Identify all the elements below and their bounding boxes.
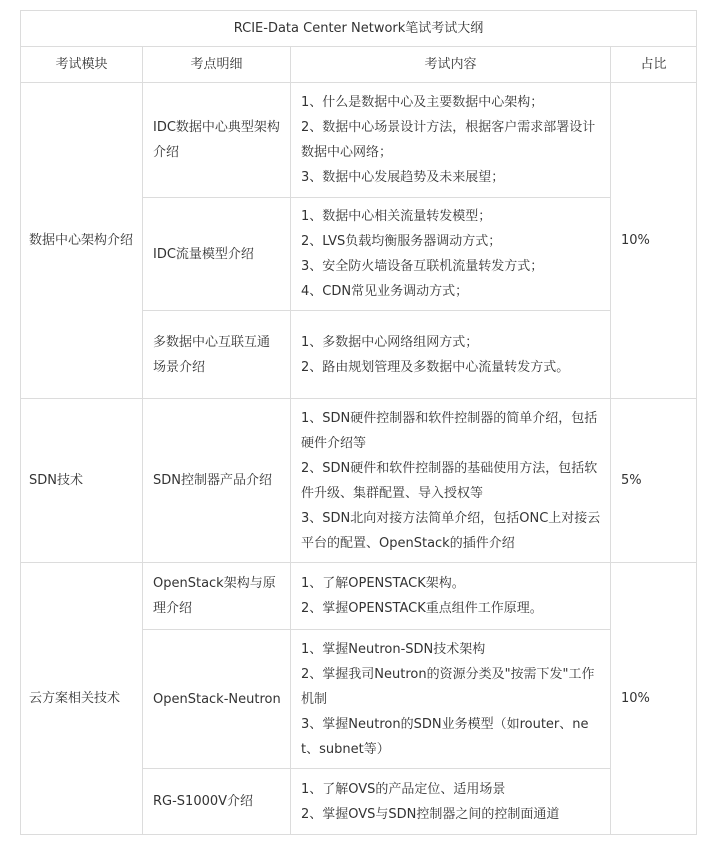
header-module: 考试模块	[21, 47, 143, 83]
content-line: 3、SDN北向对接方法简单介绍，包括ONC上对接云平台的配置、OpenStack的插件介绍	[301, 510, 601, 551]
table-row	[21, 563, 697, 630]
header-content: 考试内容	[291, 47, 611, 83]
header-point: 考点明细	[143, 47, 291, 83]
content-line: 1、多数据中心网络组网方式；	[301, 334, 479, 350]
syllabus-table	[20, 10, 697, 835]
content-line: 1、什么是数据中心及主要数据中心架构；	[301, 95, 544, 110]
content-line: 3、数据中心发展趋势及未来展望；	[301, 170, 505, 185]
ratio-cell: 10%	[611, 83, 697, 399]
content-line: 1、了解OPENSTACK架构。	[301, 576, 465, 591]
content-line: 2、掌握OPENSTACK重点组件工作原理。	[301, 601, 543, 616]
content-cell	[291, 311, 611, 399]
syllabus-container	[20, 10, 696, 835]
module-cell: 云方案相关技术	[21, 563, 143, 835]
point-cell: 多数据中心互联互通场景介绍	[143, 311, 291, 399]
table-row	[21, 399, 697, 563]
content-line: 2、数据中心场景设计方法，根据客户需求部署设计数据中心网络；	[301, 120, 596, 160]
content-line: 3、安全防火墙设备互联机流量转发方式；	[301, 259, 544, 274]
content-line: 1、数据中心相关流量转发模型；	[301, 209, 492, 224]
header-ratio: 占比	[611, 47, 697, 83]
module-cell: SDN技术	[21, 399, 143, 563]
content-line: 1、掌握Neutron-SDN技术架构	[301, 641, 486, 657]
content-line: 1、SDN硬件控制器和软件控制器的简单介绍，包括硬件介绍等	[301, 410, 598, 451]
point-cell: OpenStack-Neutron	[143, 630, 291, 769]
point-cell: RG-S1000V介绍	[143, 769, 291, 835]
point-cell: IDC数据中心典型架构介绍	[143, 83, 291, 198]
point-cell: SDN控制器产品介绍	[143, 399, 291, 563]
title-row	[21, 11, 697, 47]
ratio-cell: 10%	[611, 563, 697, 835]
content-cell	[291, 399, 611, 563]
table-row	[21, 83, 697, 198]
content-line: 2、掌握我司Neutron的资源分类及"按需下发"工作机制	[301, 666, 595, 707]
content-line: 2、SDN硬件和软件控制器的基础使用方法，包括软件升级、集群配置、导入授权等	[301, 460, 598, 501]
content-cell	[291, 563, 611, 630]
content-cell	[291, 83, 611, 198]
content-line: 2、LVS负载均衡服务器调动方式；	[301, 234, 502, 249]
content-cell	[291, 198, 611, 311]
content-line: 3、掌握Neutron的SDN业务模型（如router、net、subnet等）	[301, 716, 589, 757]
content-line: 4、CDN常见业务调动方式；	[301, 284, 469, 299]
header-row	[21, 47, 697, 83]
point-cell: IDC流量模型介绍	[143, 198, 291, 311]
table-title: RCIE-Data Center Network笔试考试大纲	[21, 11, 697, 47]
ratio-cell: 5%	[611, 399, 697, 563]
content-line: 1、了解OVS的产品定位、适用场景	[301, 781, 506, 797]
content-line: 2、掌握OVS与SDN控制器之间的控制面通道	[301, 806, 560, 822]
content-cell	[291, 630, 611, 769]
point-cell: OpenStack架构与原理介绍	[143, 563, 291, 630]
module-cell: 数据中心架构介绍	[21, 83, 143, 399]
content-line: 2、路由规划管理及多数据中心流量转发方式。	[301, 359, 570, 375]
content-cell	[291, 769, 611, 835]
